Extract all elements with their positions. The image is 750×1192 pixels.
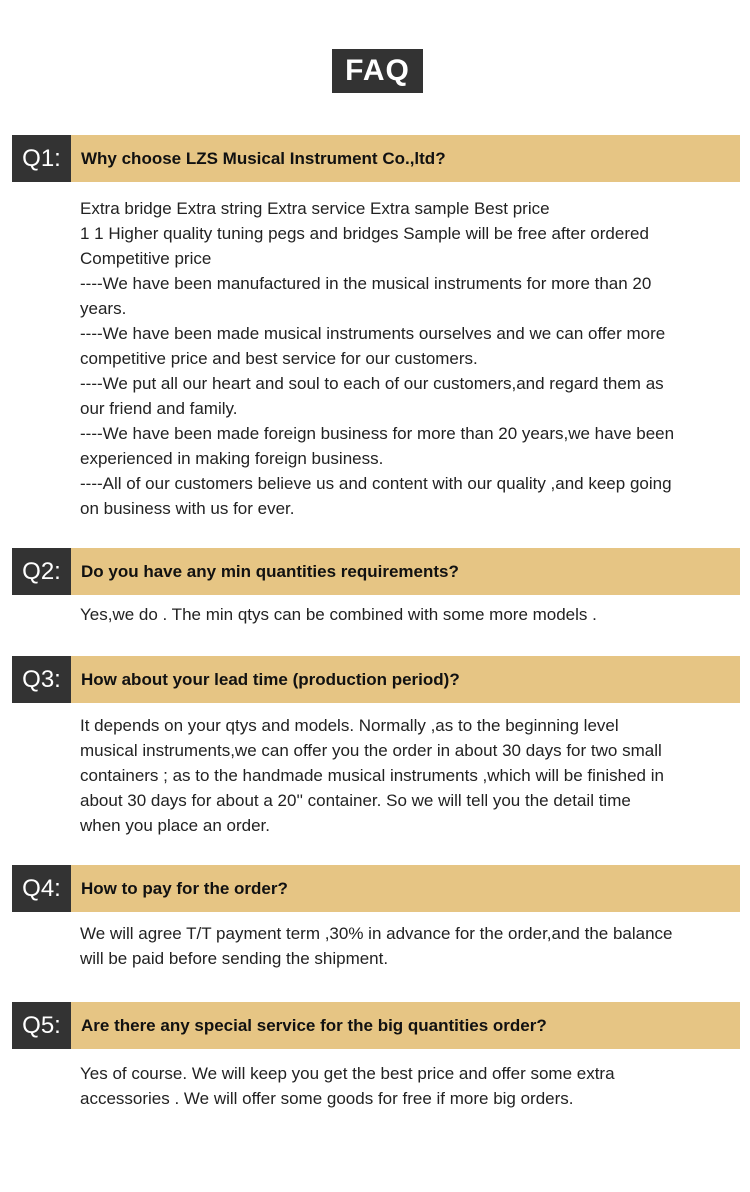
question-number: Q5: xyxy=(12,1002,71,1049)
answer-line: Extra bridge Extra string Extra service Extra sample Best price xyxy=(80,199,550,218)
answer-line: when you place an order. xyxy=(80,816,270,835)
answer-line: ----We have been manufactured in the musical instruments for more than 20 xyxy=(80,274,652,293)
faq-answer-3 xyxy=(80,713,720,838)
question-text: Are there any special service for the big quantities order? xyxy=(71,1002,740,1049)
answer-line: years. xyxy=(80,299,127,318)
faq-question-3 xyxy=(12,656,740,703)
faq-title: FAQ xyxy=(332,49,423,93)
answer-line: ----We put all our heart and soul to each of our customers,and regard them as xyxy=(80,374,664,393)
answer-line: accessories . We will offer some goods for free if more big orders. xyxy=(80,1089,574,1108)
answer-line: Yes,we do . The min qtys can be combined with some more models . xyxy=(80,605,597,624)
question-number: Q2: xyxy=(12,548,71,595)
answer-line: experienced in making foreign business. xyxy=(80,449,384,468)
answer-line: competitive price and best service for our customers. xyxy=(80,349,478,368)
answer-line: 1 1 Higher quality tuning pegs and bridges Sample will be free after ordered xyxy=(80,224,649,243)
answer-line: Yes of course. We will keep you get the best price and offer some extra xyxy=(80,1064,615,1083)
answer-line: about 30 days for about a 20'' container. So we will tell you the detail time xyxy=(80,791,631,810)
question-text: Why choose LZS Musical Instrument Co.,ltd? xyxy=(71,135,740,182)
answer-line: musical instruments,we can offer you the order in about 30 days for two small xyxy=(80,741,662,760)
faq-question-4 xyxy=(12,865,740,912)
answer-line: ----We have been made foreign business for more than 20 years,we have been xyxy=(80,424,675,443)
question-number: Q4: xyxy=(12,865,71,912)
answer-line: will be paid before sending the shipment. xyxy=(80,949,389,968)
faq-answer-4 xyxy=(80,921,720,971)
faq-question-2 xyxy=(12,548,740,595)
answer-line: our friend and family. xyxy=(80,399,238,418)
question-text: Do you have any min quantities requirements? xyxy=(71,548,740,595)
question-text: How to pay for the order? xyxy=(71,865,740,912)
answer-line: It depends on your qtys and models. Normally ,as to the beginning level xyxy=(80,716,619,735)
faq-question-5 xyxy=(12,1002,740,1049)
question-number: Q3: xyxy=(12,656,71,703)
faq-answer-5 xyxy=(80,1061,720,1111)
answer-line: ----All of our customers believe us and content with our quality ,and keep going xyxy=(80,474,672,493)
answer-line: ----We have been made musical instruments ourselves and we can offer more xyxy=(80,324,666,343)
question-text: How about your lead time (production period)? xyxy=(71,656,740,703)
answer-line: Competitive price xyxy=(80,249,212,268)
faq-answer-1 xyxy=(80,196,720,521)
answer-line: on business with us for ever. xyxy=(80,499,295,518)
answer-line: We will agree T/T payment term ,30% in advance for the order,and the balance xyxy=(80,924,673,943)
question-number: Q1: xyxy=(12,135,71,182)
faq-answer-2 xyxy=(80,602,720,627)
faq-question-1 xyxy=(12,135,740,182)
answer-line: containers ; as to the handmade musical instruments ,which will be finished in xyxy=(80,766,664,785)
